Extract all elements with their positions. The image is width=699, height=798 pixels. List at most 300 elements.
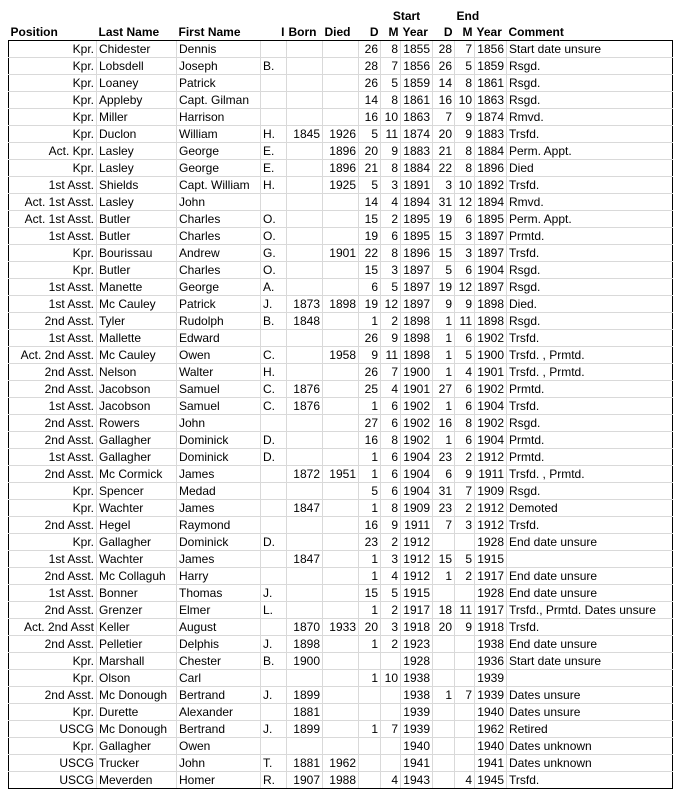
cell-initial xyxy=(261,670,287,687)
cell-position: Act. 1st Asst. xyxy=(9,211,97,228)
cell-end-month: 4 xyxy=(455,772,475,789)
cell-position: 1st Asst. xyxy=(9,177,97,194)
cell-first-name: John xyxy=(177,194,261,211)
cell-initial xyxy=(261,551,287,568)
cell-end-day xyxy=(433,755,455,772)
table-row xyxy=(9,313,673,330)
cell-initial: B. xyxy=(261,58,287,75)
table-row xyxy=(9,296,673,313)
table-row xyxy=(9,704,673,721)
cell-born xyxy=(287,330,323,347)
cell-born: 1876 xyxy=(287,381,323,398)
cell-comment: Start date unsure xyxy=(507,653,673,670)
cell-position: 1st Asst. xyxy=(9,398,97,415)
table-row xyxy=(9,517,673,534)
cell-end-month: 2 xyxy=(455,568,475,585)
cell-initial xyxy=(261,738,287,755)
cell-born: 1900 xyxy=(287,653,323,670)
cell-end-year: 1938 xyxy=(475,636,507,653)
cell-start-day: 16 xyxy=(359,109,381,126)
cell-comment: Dates unknown xyxy=(507,738,673,755)
cell-end-day: 27 xyxy=(433,381,455,398)
cell-start-month: 3 xyxy=(381,551,401,568)
cell-position: Kpr. xyxy=(9,704,97,721)
cell-end-day xyxy=(433,585,455,602)
cell-end-year: 1912 xyxy=(475,517,507,534)
cell-end-year: 1898 xyxy=(475,296,507,313)
cell-initial xyxy=(261,619,287,636)
cell-end-year: 1897 xyxy=(475,279,507,296)
cell-last-name: Bourissau xyxy=(97,245,177,262)
cell-end-day: 1 xyxy=(433,687,455,704)
cell-end-year: 1941 xyxy=(475,755,507,772)
cell-start-month: 8 xyxy=(381,41,401,58)
cell-died xyxy=(323,109,359,126)
cell-died: 1896 xyxy=(323,143,359,160)
cell-born xyxy=(287,262,323,279)
spacer-cell xyxy=(9,8,97,24)
cell-start-month: 6 xyxy=(381,398,401,415)
cell-position: 2nd Asst. xyxy=(9,313,97,330)
cell-died xyxy=(323,194,359,211)
cell-end-year: 1940 xyxy=(475,704,507,721)
cell-born xyxy=(287,483,323,500)
cell-end-year: 1915 xyxy=(475,551,507,568)
cell-start-day: 20 xyxy=(359,619,381,636)
cell-start-day: 28 xyxy=(359,58,381,75)
cell-first-name: Dominick xyxy=(177,432,261,449)
table-row xyxy=(9,619,673,636)
cell-born xyxy=(287,517,323,534)
cell-last-name: Meverden xyxy=(97,772,177,789)
cell-comment xyxy=(507,670,673,687)
cell-end-month: 5 xyxy=(455,347,475,364)
cell-last-name: Butler xyxy=(97,211,177,228)
cell-end-month: 9 xyxy=(455,466,475,483)
cell-last-name: Mc Collaguh xyxy=(97,568,177,585)
cell-initial: C. xyxy=(261,347,287,364)
cell-start-year: 1904 xyxy=(401,466,433,483)
cell-end-year: 1911 xyxy=(475,466,507,483)
cell-initial: H. xyxy=(261,364,287,381)
cell-end-day xyxy=(433,653,455,670)
cell-died xyxy=(323,415,359,432)
cell-comment: Trsfd. , Prmtd. xyxy=(507,364,673,381)
cell-start-month: 2 xyxy=(381,636,401,653)
cell-end-year: 1863 xyxy=(475,92,507,109)
cell-first-name: Patrick xyxy=(177,296,261,313)
cell-comment: Demoted xyxy=(507,500,673,517)
cell-end-month: 9 xyxy=(455,619,475,636)
cell-start-year: 1939 xyxy=(401,704,433,721)
cell-end-year: 1901 xyxy=(475,364,507,381)
cell-last-name: Mc Cauley xyxy=(97,296,177,313)
cell-start-month: 8 xyxy=(381,245,401,262)
cell-died xyxy=(323,687,359,704)
cell-end-month xyxy=(455,636,475,653)
cell-start-month: 4 xyxy=(381,772,401,789)
cell-start-year: 1912 xyxy=(401,568,433,585)
cell-start-day: 1 xyxy=(359,466,381,483)
cell-died: 1896 xyxy=(323,160,359,177)
header-end-day: D xyxy=(433,24,455,41)
cell-start-day: 21 xyxy=(359,160,381,177)
cell-end-month: 10 xyxy=(455,92,475,109)
cell-start-year: 1938 xyxy=(401,670,433,687)
table-row xyxy=(9,228,673,245)
cell-born xyxy=(287,364,323,381)
cell-start-year: 1928 xyxy=(401,653,433,670)
cell-position: 2nd Asst. xyxy=(9,466,97,483)
cell-end-day: 9 xyxy=(433,296,455,313)
cell-initial: C. xyxy=(261,398,287,415)
cell-initial xyxy=(261,92,287,109)
cell-last-name: Pelletier xyxy=(97,636,177,653)
cell-initial: G. xyxy=(261,245,287,262)
cell-comment: Prmtd. xyxy=(507,228,673,245)
cell-position: 2nd Asst. xyxy=(9,636,97,653)
table-row xyxy=(9,245,673,262)
cell-end-year: 1939 xyxy=(475,670,507,687)
cell-start-day: 14 xyxy=(359,92,381,109)
cell-comment: Rsgd. xyxy=(507,279,673,296)
header-start-year: Year xyxy=(401,24,433,41)
cell-born xyxy=(287,602,323,619)
cell-start-year: 1859 xyxy=(401,75,433,92)
header-first-name: First Name xyxy=(177,24,261,41)
cell-born: 1899 xyxy=(287,721,323,738)
cell-start-year: 1900 xyxy=(401,364,433,381)
table-row xyxy=(9,126,673,143)
cell-position: USCG xyxy=(9,721,97,738)
cell-start-day xyxy=(359,704,381,721)
cell-last-name: Gallagher xyxy=(97,738,177,755)
cell-end-day: 23 xyxy=(433,449,455,466)
cell-start-day: 5 xyxy=(359,483,381,500)
cell-first-name: John xyxy=(177,415,261,432)
cell-comment: Trsfd., Prmtd. Dates unsure xyxy=(507,602,673,619)
cell-comment: Trsfd. xyxy=(507,517,673,534)
cell-last-name: Spencer xyxy=(97,483,177,500)
cell-end-month: 7 xyxy=(455,483,475,500)
table-row xyxy=(9,347,673,364)
cell-end-day xyxy=(433,738,455,755)
cell-start-month: 4 xyxy=(381,381,401,398)
cell-end-year: 1856 xyxy=(475,41,507,58)
cell-first-name: Patrick xyxy=(177,75,261,92)
cell-start-year: 1902 xyxy=(401,432,433,449)
cell-end-day: 15 xyxy=(433,551,455,568)
cell-died xyxy=(323,92,359,109)
table-row xyxy=(9,738,673,755)
cell-end-day: 18 xyxy=(433,602,455,619)
spacer-cell xyxy=(97,8,177,24)
cell-initial: E. xyxy=(261,160,287,177)
cell-end-month: 6 xyxy=(455,381,475,398)
cell-end-year: 1962 xyxy=(475,721,507,738)
cell-end-day: 1 xyxy=(433,313,455,330)
cell-start-year: 1896 xyxy=(401,245,433,262)
cell-end-year: 1898 xyxy=(475,313,507,330)
cell-comment: End date unsure xyxy=(507,636,673,653)
cell-start-day: 19 xyxy=(359,296,381,313)
cell-start-month: 7 xyxy=(381,364,401,381)
cell-position: 2nd Asst. xyxy=(9,602,97,619)
table-row xyxy=(9,551,673,568)
cell-died xyxy=(323,738,359,755)
cell-position: Kpr. xyxy=(9,160,97,177)
spacer-cell xyxy=(177,8,261,24)
table-row xyxy=(9,772,673,789)
cell-end-year: 1940 xyxy=(475,738,507,755)
cell-born xyxy=(287,75,323,92)
cell-comment: Retired xyxy=(507,721,673,738)
cell-position: Kpr. xyxy=(9,534,97,551)
cell-born: 1847 xyxy=(287,551,323,568)
cell-first-name: William xyxy=(177,126,261,143)
cell-comment: Dates unsure xyxy=(507,704,673,721)
cell-died xyxy=(323,670,359,687)
cell-end-day: 14 xyxy=(433,75,455,92)
cell-start-month: 8 xyxy=(381,500,401,517)
cell-start-year: 1898 xyxy=(401,313,433,330)
cell-initial: D. xyxy=(261,449,287,466)
cell-last-name: Marshall xyxy=(97,653,177,670)
cell-born xyxy=(287,58,323,75)
cell-first-name: Harry xyxy=(177,568,261,585)
cell-end-month: 6 xyxy=(455,432,475,449)
table-row xyxy=(9,755,673,772)
cell-start-month: 9 xyxy=(381,517,401,534)
cell-first-name: Charles xyxy=(177,228,261,245)
cell-start-month: 6 xyxy=(381,483,401,500)
cell-start-month: 2 xyxy=(381,602,401,619)
cell-end-day: 16 xyxy=(433,415,455,432)
cell-position: 2nd Asst. xyxy=(9,568,97,585)
cell-initial: O. xyxy=(261,262,287,279)
cell-end-month: 9 xyxy=(455,126,475,143)
cell-born xyxy=(287,143,323,160)
table-row xyxy=(9,262,673,279)
cell-position: 2nd Asst. xyxy=(9,517,97,534)
cell-first-name: Alexander xyxy=(177,704,261,721)
cell-position: Kpr. xyxy=(9,245,97,262)
cell-end-year: 1895 xyxy=(475,211,507,228)
cell-end-day xyxy=(433,772,455,789)
spacer-cell xyxy=(287,8,323,24)
cell-initial xyxy=(261,568,287,585)
cell-start-year: 1894 xyxy=(401,194,433,211)
table-row xyxy=(9,364,673,381)
cell-start-day: 15 xyxy=(359,211,381,228)
cell-start-month: 6 xyxy=(381,449,401,466)
cell-start-day: 14 xyxy=(359,194,381,211)
cell-end-day: 1 xyxy=(433,330,455,347)
cell-born: 1898 xyxy=(287,636,323,653)
cell-initial xyxy=(261,483,287,500)
cell-end-month: 6 xyxy=(455,330,475,347)
table-row xyxy=(9,58,673,75)
cell-died xyxy=(323,398,359,415)
cell-last-name: Jacobson xyxy=(97,381,177,398)
cell-start-year: 1895 xyxy=(401,211,433,228)
table-row xyxy=(9,160,673,177)
cell-end-day: 7 xyxy=(433,109,455,126)
cell-initial xyxy=(261,704,287,721)
cell-born: 1845 xyxy=(287,126,323,143)
cell-start-month: 10 xyxy=(381,109,401,126)
cell-end-year: 1883 xyxy=(475,126,507,143)
cell-position: Kpr. xyxy=(9,653,97,670)
cell-end-year: 1902 xyxy=(475,415,507,432)
table-row xyxy=(9,41,673,58)
cell-position: Kpr. xyxy=(9,58,97,75)
cell-start-year: 1904 xyxy=(401,483,433,500)
cell-start-day xyxy=(359,772,381,789)
cell-initial: A. xyxy=(261,279,287,296)
cell-born: 1872 xyxy=(287,466,323,483)
table-row xyxy=(9,585,673,602)
cell-first-name: Dominick xyxy=(177,449,261,466)
cell-start-year: 1883 xyxy=(401,143,433,160)
cell-end-year: 1909 xyxy=(475,483,507,500)
cell-end-month xyxy=(455,738,475,755)
cell-end-month: 3 xyxy=(455,517,475,534)
cell-start-month xyxy=(381,738,401,755)
header-born: Born xyxy=(287,24,323,41)
cell-start-day: 15 xyxy=(359,585,381,602)
cell-comment: Dates unknown xyxy=(507,755,673,772)
cell-start-day: 15 xyxy=(359,262,381,279)
cell-start-year: 1904 xyxy=(401,449,433,466)
table-body xyxy=(9,41,673,789)
cell-end-day: 31 xyxy=(433,483,455,500)
cell-start-year: 1923 xyxy=(401,636,433,653)
cell-comment: Rsgd. xyxy=(507,58,673,75)
cell-died xyxy=(323,636,359,653)
cell-born: 1847 xyxy=(287,500,323,517)
cell-last-name: Mallette xyxy=(97,330,177,347)
cell-last-name: Bonner xyxy=(97,585,177,602)
cell-start-month: 8 xyxy=(381,432,401,449)
cell-end-day xyxy=(433,721,455,738)
cell-initial: D. xyxy=(261,432,287,449)
cell-died xyxy=(323,449,359,466)
header-last-name: Last Name xyxy=(97,24,177,41)
cell-start-month xyxy=(381,755,401,772)
table-row xyxy=(9,177,673,194)
cell-end-day: 19 xyxy=(433,279,455,296)
cell-last-name: Tyler xyxy=(97,313,177,330)
cell-start-year: 1901 xyxy=(401,381,433,398)
cell-end-day: 23 xyxy=(433,500,455,517)
cell-start-year: 1915 xyxy=(401,585,433,602)
cell-start-year: 1912 xyxy=(401,534,433,551)
table-row xyxy=(9,432,673,449)
cell-first-name: Charles xyxy=(177,262,261,279)
cell-position: Kpr. xyxy=(9,75,97,92)
cell-end-day: 1 xyxy=(433,364,455,381)
spacer-cell xyxy=(433,8,455,24)
cell-end-year: 1912 xyxy=(475,449,507,466)
cell-died: 1988 xyxy=(323,772,359,789)
cell-born: 1881 xyxy=(287,704,323,721)
cell-first-name: Dominick xyxy=(177,534,261,551)
cell-end-day: 22 xyxy=(433,160,455,177)
cell-start-month: 12 xyxy=(381,296,401,313)
cell-start-year: 1911 xyxy=(401,517,433,534)
cell-position: Kpr. xyxy=(9,483,97,500)
cell-start-day: 1 xyxy=(359,449,381,466)
cell-start-day: 26 xyxy=(359,41,381,58)
cell-initial xyxy=(261,517,287,534)
cell-last-name: Gallagher xyxy=(97,534,177,551)
cell-end-month xyxy=(455,721,475,738)
cell-end-year: 1917 xyxy=(475,568,507,585)
cell-comment: Trsfd. xyxy=(507,398,673,415)
cell-end-day: 16 xyxy=(433,92,455,109)
cell-start-day: 1 xyxy=(359,398,381,415)
cell-comment: Trsfd. xyxy=(507,772,673,789)
cell-born xyxy=(287,432,323,449)
start-group-header: Start xyxy=(392,9,421,23)
cell-position: USCG xyxy=(9,772,97,789)
cell-died xyxy=(323,602,359,619)
cell-position: 2nd Asst. xyxy=(9,432,97,449)
cell-first-name: Edward xyxy=(177,330,261,347)
cell-last-name: Mc Donough xyxy=(97,687,177,704)
cell-end-year: 1928 xyxy=(475,534,507,551)
table-row xyxy=(9,75,673,92)
cell-last-name: Lobsdell xyxy=(97,58,177,75)
cell-end-year: 1900 xyxy=(475,347,507,364)
cell-start-month xyxy=(381,687,401,704)
cell-initial: O. xyxy=(261,228,287,245)
cell-end-year: 1902 xyxy=(475,330,507,347)
cell-first-name: Bertrand xyxy=(177,721,261,738)
cell-end-day: 20 xyxy=(433,126,455,143)
cell-position: Kpr. xyxy=(9,109,97,126)
cell-end-day: 1 xyxy=(433,347,455,364)
cell-end-day xyxy=(433,534,455,551)
cell-initial: J. xyxy=(261,721,287,738)
cell-start-day: 23 xyxy=(359,534,381,551)
cell-start-year: 1863 xyxy=(401,109,433,126)
cell-end-year: 1928 xyxy=(475,585,507,602)
cell-start-year: 1939 xyxy=(401,721,433,738)
cell-died: 1898 xyxy=(323,296,359,313)
cell-initial: H. xyxy=(261,177,287,194)
cell-end-year: 1904 xyxy=(475,262,507,279)
cell-start-day: 1 xyxy=(359,636,381,653)
cell-died xyxy=(323,75,359,92)
cell-initial: H. xyxy=(261,126,287,143)
table-row xyxy=(9,415,673,432)
cell-end-year: 1861 xyxy=(475,75,507,92)
table-row xyxy=(9,330,673,347)
cell-last-name: Mc Cauley xyxy=(97,347,177,364)
cell-end-month: 6 xyxy=(455,262,475,279)
cell-start-month: 8 xyxy=(381,92,401,109)
cell-last-name: Wachter xyxy=(97,500,177,517)
cell-born xyxy=(287,670,323,687)
cell-end-day xyxy=(433,704,455,721)
cell-last-name: Miller xyxy=(97,109,177,126)
cell-start-day xyxy=(359,687,381,704)
cell-start-day: 27 xyxy=(359,415,381,432)
cell-initial: B. xyxy=(261,313,287,330)
cell-last-name: Duclon xyxy=(97,126,177,143)
